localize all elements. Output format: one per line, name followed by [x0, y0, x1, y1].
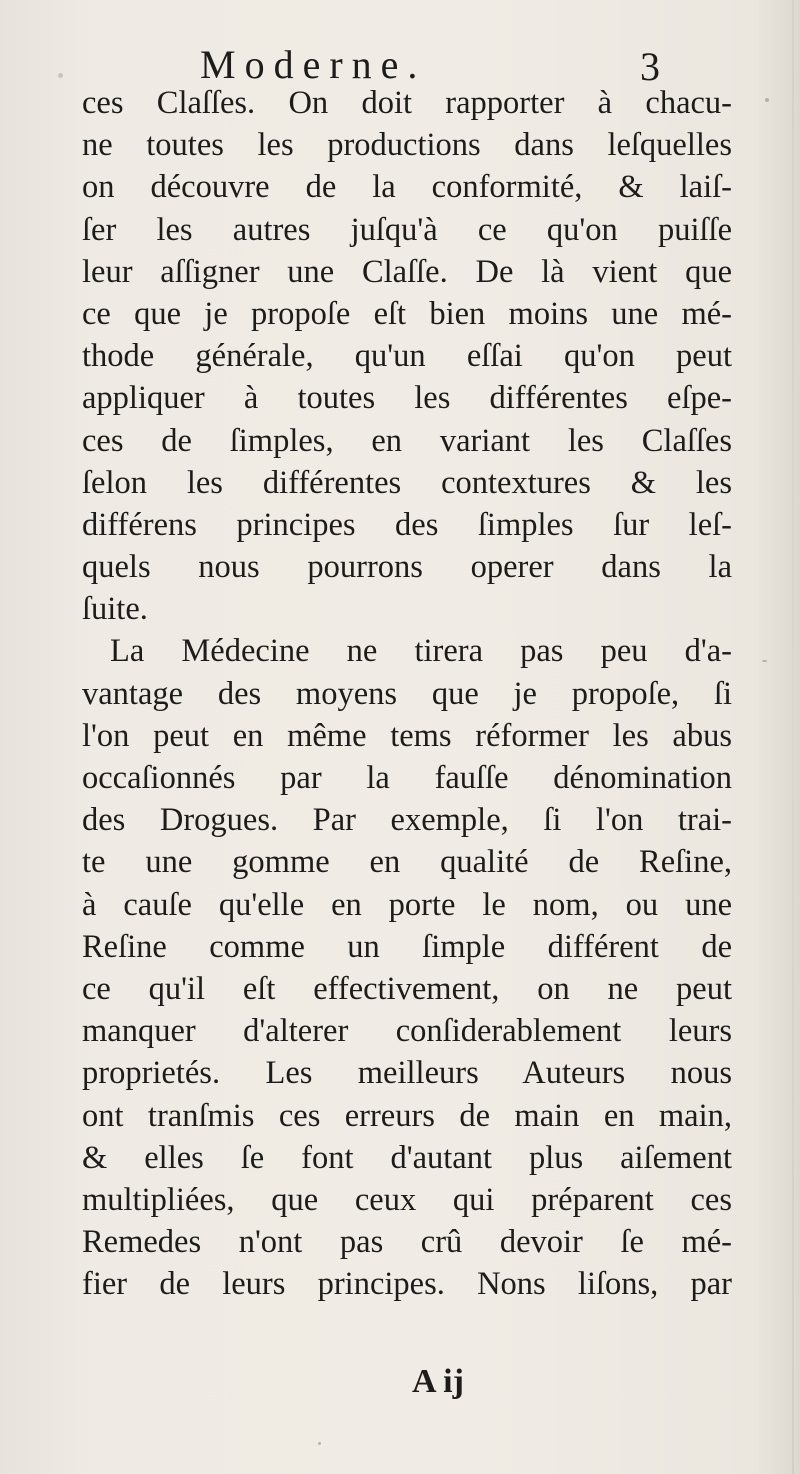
- text-line: La Médecine ne tirera pas peu d'a-: [110, 633, 732, 670]
- text-line: ſelon les différentes contextures & les: [82, 464, 732, 501]
- running-head-title: Moderne.: [200, 42, 427, 87]
- text-line: des Drogues. Par exemple, ſi l'on trai-: [82, 802, 732, 839]
- text-line: manquer d'alterer conſiderablement leurs: [82, 1013, 732, 1050]
- text-line: ce qu'il eſt effectivement, on ne peut: [82, 970, 732, 1007]
- text-line: l'on peut en même tems réformer les abus: [82, 717, 732, 754]
- text-line: Reſine comme un ſimple différent de: [82, 928, 732, 965]
- text-line: leur aſſigner une Claſſe. De là vient que: [82, 253, 732, 290]
- text-line: ces Claſſes. On doit rapporter à chacu-: [82, 85, 732, 121]
- text-line: ces de ſimples, en variant les Claſſes: [82, 422, 732, 459]
- text-line: proprietés. Les meilleurs Auteurs nous: [82, 1055, 732, 1092]
- paper-speck: [58, 73, 63, 78]
- text-line: ce que je propoſe eſt bien moins une mé-: [82, 295, 732, 332]
- text-line: occaſionnés par la fauſſe dénomination: [82, 760, 732, 796]
- page-number: 3: [640, 44, 660, 89]
- text-line: thode générale, qu'un eſſai qu'on peut: [82, 338, 732, 375]
- text-line: fier de leurs principes. Nons liſons, par: [82, 1266, 732, 1303]
- text-line: appliquer à toutes les différentes eſpe-: [82, 380, 732, 417]
- text-line: à cauſe qu'elle en porte le nom, ou une: [82, 886, 732, 923]
- body-text: [82, 82, 732, 1305]
- paper-speck: [765, 98, 769, 102]
- text-line: te une gomme en qualité de Reſine,: [82, 844, 732, 881]
- paper-speck: [318, 1442, 321, 1445]
- text-line: on découvre de la conformité, & laiſ-: [82, 169, 732, 206]
- text-line: Remedes n'ont pas crû devoir ſe mé-: [82, 1224, 732, 1261]
- text-line: & elles ſe font d'autant plus aiſement: [82, 1139, 732, 1176]
- text-line: vantage des moyens que je propoſe, ſi: [82, 675, 732, 712]
- paper-speck: [762, 660, 767, 662]
- signature-mark: A ij: [412, 1363, 464, 1400]
- text-line: ſer les autres juſqu'à ce qu'on puiſſe: [82, 211, 732, 248]
- text-line: ont tranſmis ces erreurs de main en main,: [82, 1097, 732, 1134]
- text-line: multipliées, que ceux qui préparent ces: [82, 1181, 732, 1218]
- page-edge: [792, 0, 794, 1474]
- text-line: ne toutes les productions dans leſquelles: [82, 127, 732, 164]
- text-line: ſuite.: [82, 591, 148, 628]
- text-line: quels nous pourrons operer dans la: [82, 549, 732, 586]
- text-line: différens principes des ſimples ſur leſ-: [82, 506, 732, 543]
